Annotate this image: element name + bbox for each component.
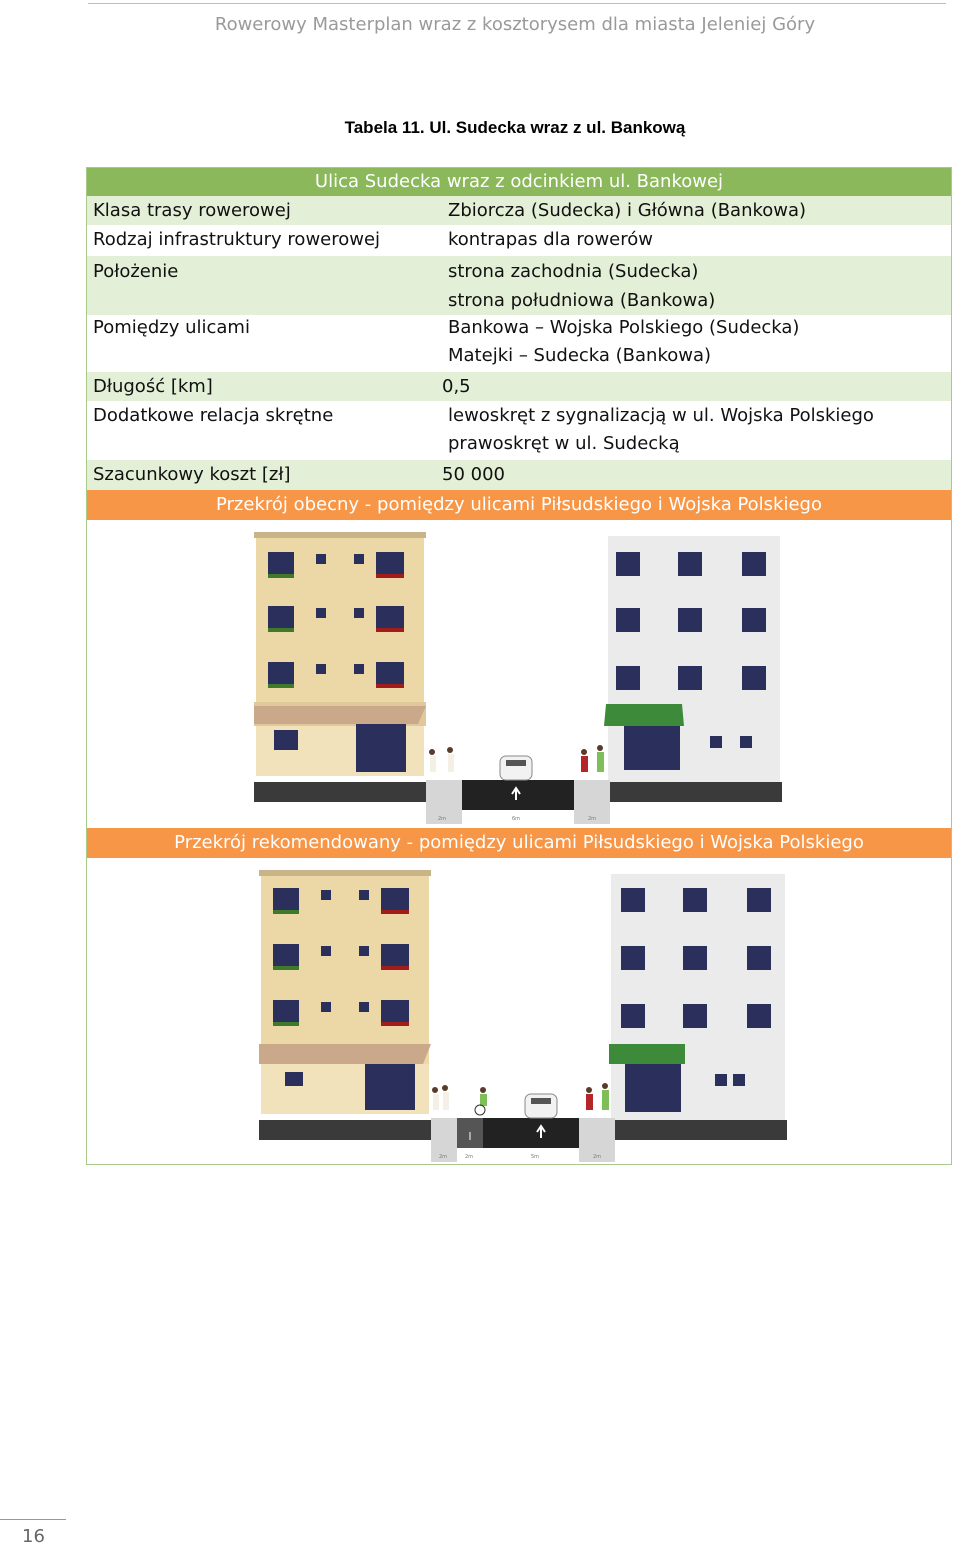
row-value: kontrapas dla rowerów [448,229,653,250]
width-label: 2m [438,816,447,822]
right-building [604,536,780,782]
recommended-cross-section [259,868,787,1162]
left-building [259,870,431,1114]
row-value: 0,5 [442,376,471,397]
width-label: 2m [439,1154,448,1160]
row-value: strona południowa (Bankowa) [448,290,716,311]
row-value: Matejki – Sudecka (Bankowa) [448,345,712,366]
width-label: 2m [588,816,597,822]
left-building [254,532,426,776]
row-key: Szacunkowy koszt [zł] [93,464,291,485]
row-key: Długość [km] [93,376,213,397]
page-number-rule [0,1519,66,1520]
table-row [87,225,951,254]
row-key: Klasa trasy rowerowej [93,200,291,221]
row-key: Dodatkowe relacja skrętne [93,405,334,426]
page-number: 16 [22,1526,45,1547]
row-value: strona zachodnia (Sudecka) [448,261,699,282]
row-key: Położenie [93,261,179,282]
running-header: Rowerowy Masterplan wraz z kosztorysem dla miasta Jeleniej Góry [214,14,816,35]
table-row [87,196,951,225]
table-caption: Tabela 11. Ul. Sudecka wraz z ul. Bankową [344,118,686,137]
row-value: Bankowa – Wojska Polskiego (Sudecka) [448,317,800,338]
header-rule [88,3,946,4]
row-value: Zbiorcza (Sudecka) i Główna (Bankowa) [448,200,807,221]
row-value: 50 000 [442,464,505,485]
width-label: 6m [512,816,521,822]
section-current: Przekrój obecny - pomiędzy ulicami Piłsudskiego i Wojska Polskiego [87,490,951,520]
table-title: Ulica Sudecka wraz z odcinkiem ul. Bankowej [87,168,951,196]
current-cross-section [254,530,782,824]
width-label: 5m [531,1154,540,1160]
row-key: Pomiędzy ulicami [93,317,250,338]
table-row [87,401,951,459]
row-key: Rodzaj infrastruktury rowerowej [93,229,381,250]
row-value: lewoskręt z sygnalizacją w ul. Wojska Polskiego [448,405,874,426]
right-building [609,874,785,1120]
table-row [87,256,951,315]
table-row [87,460,951,490]
table-row [87,372,951,401]
width-label: 2m [593,1154,602,1160]
width-label: 2m [465,1154,474,1160]
section-recommended: Przekrój rekomendowany - pomiędzy ulicami Piłsudskiego i Wojska Polskiego [87,828,951,858]
table-row [87,313,951,371]
row-value: prawoskręt w ul. Sudecką [448,433,680,454]
